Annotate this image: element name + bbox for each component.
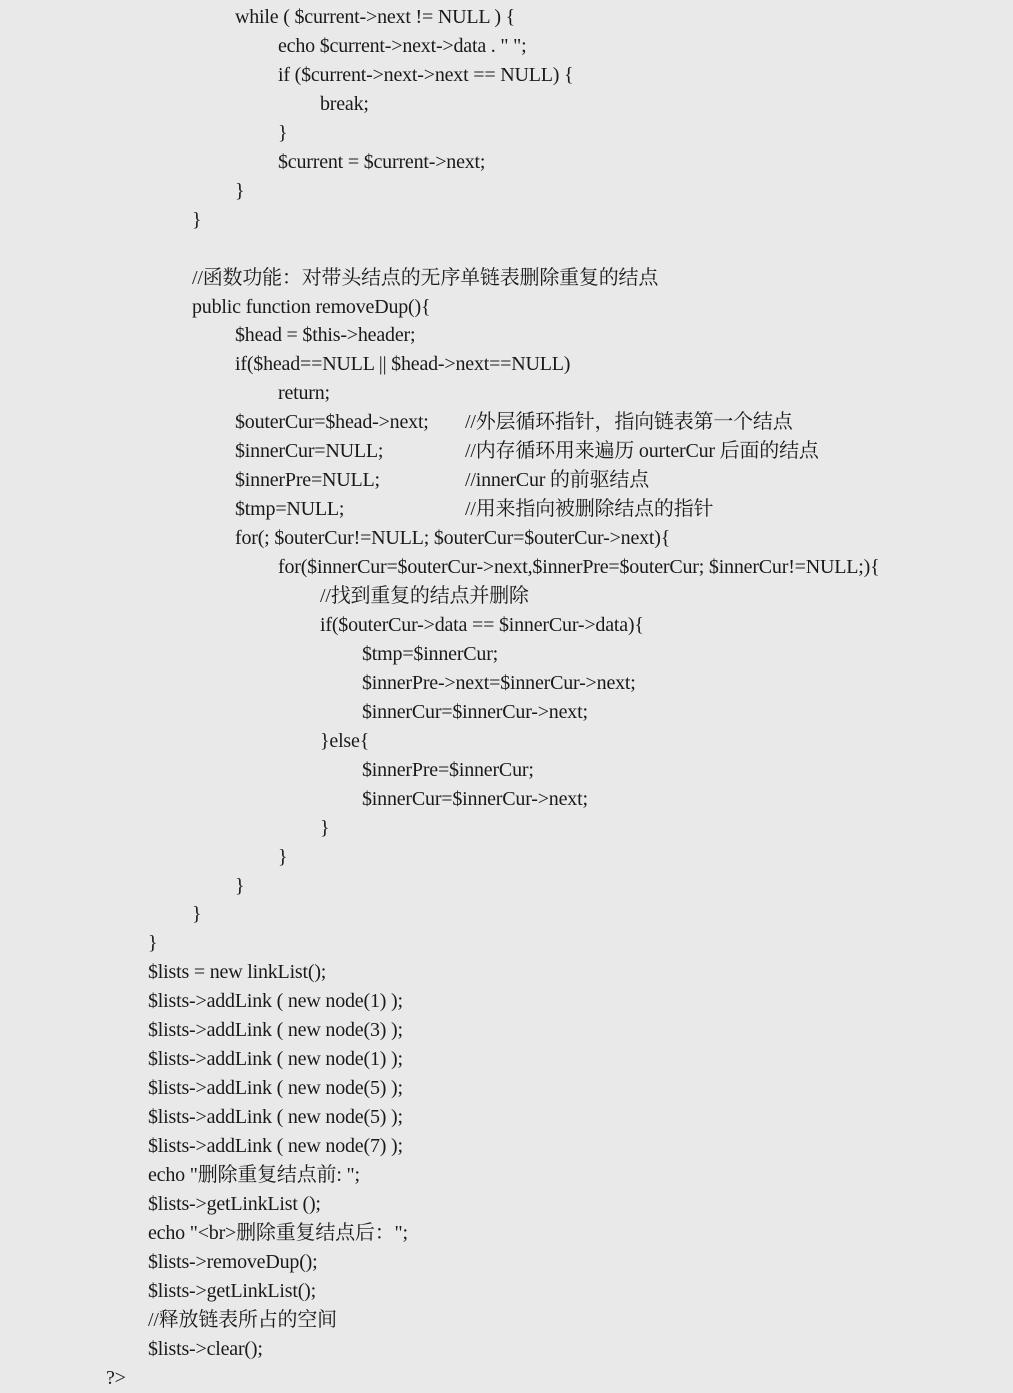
code-line: [320, 814, 329, 843]
code-line: [278, 553, 879, 582]
code-line: [320, 90, 369, 119]
code-line: [278, 843, 287, 872]
code-text: $innerCur=NULL;: [235, 440, 384, 463]
code-line: [235, 524, 670, 553]
code-text: //函数功能：对带头结点的无序单链表删除重复的结点: [192, 266, 659, 289]
code-text: $innerPre=$innerCur;: [362, 758, 534, 781]
code-line: [235, 408, 429, 437]
code-text: }: [235, 179, 245, 202]
code-line: [148, 958, 326, 987]
code-line: [148, 1016, 403, 1045]
code-text: for(; $outerCur!=NULL; $outerCur=$outerCur->next){: [235, 527, 671, 550]
code-line: [362, 785, 588, 814]
code-comment: //用来指向被删除结点的指针: [465, 498, 714, 521]
code-line: [148, 1335, 263, 1364]
code-line: [362, 640, 498, 669]
code-line: [278, 32, 527, 61]
code-text: $lists->addLink ( new node(7) );: [148, 1135, 403, 1158]
code-text: $lists->getLinkList();: [148, 1279, 316, 1302]
code-text: $lists->addLink ( new node(5) );: [148, 1106, 403, 1129]
code-text: for($innerCur=$outerCur->next,$innerPre=$outerCur; $innerCur!=NULL;){: [278, 556, 880, 579]
code-text: $lists->getLinkList ();: [148, 1192, 321, 1215]
code-text: //释放链表所占的空间: [148, 1308, 337, 1331]
code-line: [320, 582, 529, 611]
code-line: [106, 1364, 126, 1393]
code-line: [235, 466, 380, 495]
code-text: if ($current->next->next == NULL) {: [278, 63, 574, 86]
code-line: [235, 437, 383, 466]
code-line: [148, 929, 157, 958]
code-text: $lists->addLink ( new node(1) );: [148, 990, 403, 1013]
code-text: $lists->removeDup();: [148, 1250, 318, 1273]
code-comment: //内存循环用来遍历 ourterCur 后面的结点: [465, 440, 819, 463]
code-text: $innerCur=$innerCur->next;: [362, 700, 588, 723]
code-line: [278, 119, 287, 148]
code-line: [192, 293, 430, 322]
code-line: [192, 264, 658, 293]
code-line: [148, 1132, 403, 1161]
code-line: [235, 321, 415, 350]
code-text: $lists->clear();: [148, 1337, 263, 1360]
code-line: [362, 756, 534, 785]
code-line: [148, 1103, 403, 1132]
code-text: $current = $current->next;: [278, 150, 486, 173]
code-line: [362, 669, 636, 698]
code-line: [235, 3, 515, 32]
code-line: [148, 1277, 316, 1306]
code-text: }: [320, 816, 330, 839]
code-text: $head = $this->header;: [235, 324, 416, 347]
code-line: [192, 206, 201, 235]
code-text: //找到重复的结点并删除: [320, 585, 529, 607]
code-text: }: [192, 903, 202, 926]
code-text: break;: [320, 92, 369, 115]
code-line: [148, 1161, 360, 1190]
code-line: [148, 1045, 403, 1074]
code-line: [148, 1248, 317, 1277]
code-text: if($head==NULL || $head->next==NULL): [235, 353, 571, 376]
code-text: }: [192, 208, 202, 231]
code-line: [278, 148, 485, 177]
code-line: [235, 495, 344, 524]
code-text: }: [235, 874, 245, 897]
code-line: [320, 727, 369, 756]
code-comment: //外层循环指针，指向链表第一个结点: [465, 411, 793, 434]
code-line: [320, 611, 644, 640]
code-text: ?>: [106, 1366, 126, 1389]
code-text: if($outerCur->data == $innerCur->data){: [320, 613, 644, 636]
code-text: $lists = new linkList();: [148, 961, 327, 984]
code-text: echo $current->next->data . " ";: [278, 34, 527, 57]
code-text: $tmp=NULL;: [235, 498, 345, 521]
code-text: return;: [278, 382, 330, 405]
code-text: echo "<br>删除重复结点后：";: [148, 1221, 408, 1244]
code-line: [148, 1074, 403, 1103]
code-text: $tmp=$innerCur;: [362, 642, 499, 665]
code-text: $lists->addLink ( new node(3) );: [148, 1019, 403, 1042]
code-line: [362, 698, 588, 727]
code-text: $lists->addLink ( new node(5) );: [148, 1077, 403, 1100]
code-line: [235, 350, 570, 379]
code-line: [148, 1219, 408, 1248]
code-line: [235, 872, 244, 901]
code-text: while ( $current->next != NULL ) {: [235, 6, 516, 28]
code-line: [192, 900, 201, 929]
code-line: [148, 1190, 321, 1219]
code-line: [148, 987, 403, 1016]
code-text: $innerCur=$innerCur->next;: [362, 787, 588, 810]
code-text: $innerPre=NULL;: [235, 469, 380, 492]
code-text: }: [278, 845, 288, 868]
code-comment: //innerCur 的前驱结点: [465, 469, 650, 492]
code-text: $innerPre->next=$innerCur->next;: [362, 671, 636, 694]
code-text: }else{: [320, 729, 370, 752]
code-text: $outerCur=$head->next;: [235, 411, 429, 434]
code-line: [278, 61, 573, 90]
code-text: public function removeDup(){: [192, 295, 431, 318]
code-line: [148, 1306, 337, 1335]
code-text: }: [278, 121, 288, 144]
code-text: $lists->addLink ( new node(1) );: [148, 1048, 403, 1071]
code-text: echo "删除重复结点前: ";: [148, 1164, 360, 1186]
code-text: }: [148, 932, 158, 955]
code-line: [235, 177, 244, 206]
code-line: [278, 379, 330, 408]
